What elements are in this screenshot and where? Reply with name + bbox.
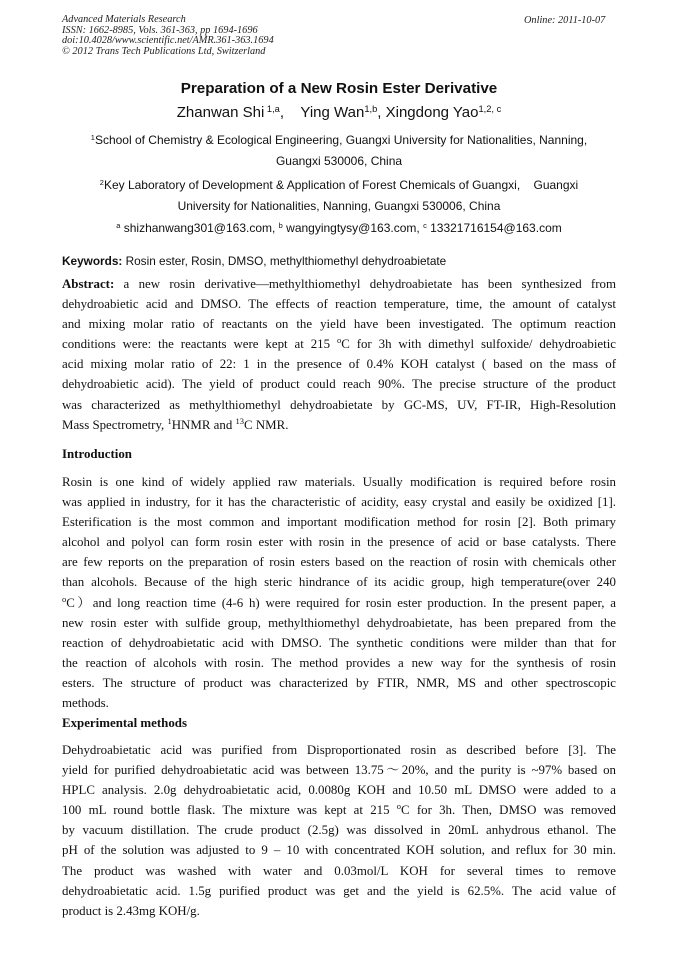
journal-header [62,15,274,57]
body-line: than alcohols. Because of the high steric hindrance of its acidic group, high temperature(over 240 [62,575,616,590]
email-address: wangyingtysy@163.com, [282,221,424,235]
keywords [62,254,446,268]
online-date: Online: 2011-10-07 [524,15,606,26]
author-name: Zhanwan Shi [176,104,265,121]
abstract-text: C for 3h with dimethyl sulfoxide/ dehydroabietic [341,337,616,352]
body-line: reaction of dehydroabietatic acid with DMSO. The synthetic conditions were milder than that for [62,635,616,650]
affiliation-mark: 2 [99,177,104,187]
copyright-line: © 2012 Trans Tech Publications Ltd, Switzerland [62,45,266,57]
abstract-line: dehydroabietic acid). The yield of product could reach 90%. The precise structure of the product [62,377,616,392]
abstract-line: acid mixing molar ratio of 22: 1 in the presence of 0.4% KOH catalyst ( based on the mass of [62,357,616,372]
body-line: dehydroabietatic acid. 1.5g purified product was get and the yield is 62.5%. The acid value of [62,883,616,898]
author-affiliation-mark: 1,2, c [478,103,502,114]
body-line: product is 2.43mg KOH/g. [62,903,200,918]
introduction-body [62,472,616,713]
abstract-text: conditions were: the reactants were kept at 215 [62,337,337,352]
body-line: the reaction of alcohols with rosin. The method provides a new way for the synthesis of rosin [62,655,616,670]
paper-title: Preparation of a New Rosin Ester Derivative [180,80,498,97]
abstract-line [62,274,616,294]
body-line [62,593,616,613]
abstract-text: C NMR. [244,417,289,432]
email-address: 13321716154@163.com [426,221,562,235]
abstract-text: a new rosin derivative—methylthiomethyl dehydroabietate has been synthesized from [114,277,616,291]
affiliation-text: Guangxi 530006, China [275,154,403,168]
body-line: Dehydroabietatic acid was purified from Disproportionated rosin as described before [3]. The [62,743,616,757]
body-line: esters. The structure of product was characterized by FTIR, NMR, MS and other spectroscopic [62,675,616,690]
degree-sup: o [396,801,402,812]
keywords-label: Keywords: [62,254,123,268]
affiliation-text: University for Nationalities, Nanning, Guangxi 530006, China [177,199,501,213]
affiliation-1 [0,130,678,172]
body-line [62,800,616,820]
keywords-text: Rosin ester, Rosin, DMSO, methylthiomethyl dehydroabietate [122,254,447,268]
experimental-heading: Experimental methods [62,716,187,730]
abstract-line: dehydroabietic acid and DMSO. The effects of reaction temperature, time, the amount of catalyst [62,297,616,312]
affiliation-text: Key Laboratory of Development & Application of Forest Chemicals of Guangxi, Guangxi [103,178,579,192]
abstract [62,274,616,435]
author-separator: , [377,104,386,121]
email-mark: c [423,220,427,230]
body-line: Rosin is one kind of widely applied raw materials. Usually modification is required before rosin [62,475,616,489]
email-line [0,218,678,239]
experimental-body [62,740,616,921]
body-line: yield for purified dehydroabietatic acid was between 13.75～20%, and the purity is ~97% based on [62,763,616,778]
body-line: The product was washed with water and 0.03mol/L KOH for several times to remove [62,863,616,878]
abstract-line [62,334,616,354]
author-list [0,104,678,121]
body-line: new rosin ester with sulfide group, methylthiomethyl dehydroabietate, has been prepared from the [62,615,616,630]
affiliation-text: School of Chemistry & Ecological Engineering, Guangxi University for Nationalities, Nanning, [94,133,588,147]
author-name: Ying Wan [300,104,365,121]
affiliation-mark: 1 [90,132,95,142]
introduction-heading: Introduction [62,447,132,461]
abstract-text: HNMR and [171,417,236,432]
isotope-sup: 13 [235,415,244,426]
author-affiliation-mark: 1,a [264,103,280,114]
body-line: by vacuum distillation. The crude product (2.5g) was dissolved in 20mL anhydrous ethanol. The [62,823,616,838]
author-separator: , [279,104,301,121]
abstract-text: Mass Spectrometry, [62,417,168,432]
degree-sup: o [62,593,67,604]
email-address: shizhanwang301@163.com, [120,221,279,235]
body-text: C for 3h. Then, DMSO was removed [401,803,616,818]
journal-name: Advanced Materials Research [62,14,186,25]
email-mark: b [278,220,283,230]
isotope-sup: 1 [167,415,172,426]
doi-line: doi:10.4028/www.scientific.net/AMR.361-363.1694 [62,35,274,47]
abstract-line [62,415,616,435]
author-name: Xingdong Yao [385,104,479,121]
abstract-label: Abstract: [62,277,115,291]
degree-sup: o [336,335,342,346]
issn-line: ISSN: 1662-8985, Vols. 361-363, pp 1694-1696 [62,24,258,36]
email-mark: a [116,220,121,230]
affiliation-2 [0,175,678,217]
body-line: alcohol and polyol can form rosin ester with rosin in the presence of acid or base catalysts. There [62,535,616,550]
body-line: Esterification is the most common and important modification method for rosin [2]. Both primary [62,515,616,530]
body-line: are few reports on the preparation of rosin esters based on the reaction of rosin with chemicals other [62,555,616,570]
abstract-line: was characterized as methylthiomethyl dehydroabietate by GC-MS, UV, FT-IR, High-Resolution [62,397,616,412]
author-affiliation-mark: 1,b [364,103,378,114]
body-text: C）and long reaction time (4-6 h) were required for rosin ester production. In the present paper, a [66,595,616,610]
body-line: HPLC analysis. 2.0g dehydroabietatic acid, 0.0080g KOH and 10.50 mL DMSO were added to a [62,783,616,798]
body-line: methods. [62,696,109,711]
body-text: 100 mL round bottle flask. The mixture was kept at 215 [62,803,397,818]
abstract-line: and mixing molar ratio of reactants on the yield have been investigated. The optimum reaction [62,317,616,332]
body-line: was applied in industry, for it has the characteristic of acidity, easy crystal and easily be oxidized [1]. [62,495,616,510]
body-line: pH of the solution was adjusted to 9 – 10 with concentrated KOH solution, and reflux for 30 min. [62,843,616,858]
